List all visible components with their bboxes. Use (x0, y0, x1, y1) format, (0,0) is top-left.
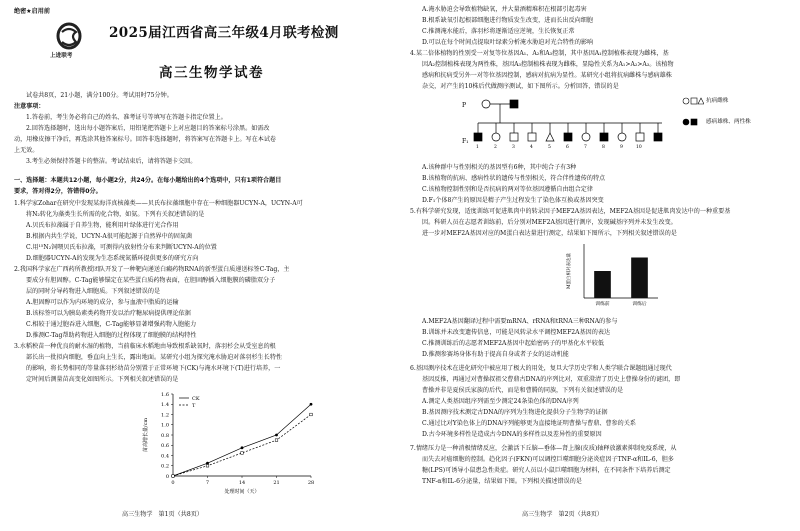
question-line: 5.有科学研究发现，适度训练可促进肌肉中的转录因子MEF2A基因表达，MEF2A基因是促进肌肉发达中的一种重要基 (410, 208, 731, 215)
notice-line: 动，用橡皮擦干净后，再选涂其他答案标号。回答非选择题时，将答案写在答题卡上。写在本试卷 (14, 136, 277, 143)
option-line: A.淹水胁迫会导致植物缺氧，并大量酒精堆积在根部引起毒害 (422, 6, 587, 13)
bar-训练前 (594, 271, 611, 298)
svg-text:8: 8 (602, 145, 605, 150)
question-line: 2.我国科学家在广西药所教授团队开发了一种靶向递送白癜药物RNA的新型蛋白质递送标签C-Tag，主 (14, 266, 290, 273)
svg-text:P: P (462, 102, 467, 109)
x-axis-label: 处理时间（天） (224, 489, 260, 495)
question-line: 层的同时分导药物进入细胞质。下列叙述错误的是 (26, 288, 161, 295)
option-line: D.F₁个体8产生的原因是精子产生过程发生了染色体互换或基因突变 (422, 197, 604, 204)
data-point-CK (206, 462, 209, 465)
question-line: 杂交，对产生的10株后代做测序测试，如下图所示。分析回答，错误的是 (422, 83, 619, 90)
bar-训练后 (631, 258, 648, 299)
y-tick-label: 1.0 (161, 422, 169, 429)
question-line: 1.科学家Zohar在研究中发现某海洋真核藻类——贝氏布拉藻细胞中存在一种细胞器UCYN-A，UCYN-A可 (14, 200, 303, 207)
notice-title: 注意事项： (14, 103, 45, 110)
option-line: C.相较于通过胞吞进入细胞，C-Tag能够显著增强药物入胞能力 (26, 321, 197, 328)
y-tick-label: 1.6 (161, 391, 169, 398)
question-line: 基因反推，再通过对曹操叔祖父曹鼎古DNA的序列比对，双重澄清了历史上曹操身份的谜团，即 (422, 376, 681, 383)
question-line: 要成分有胆固醇。C-Tag能够锚定在某些蛋白质药物表面，在胆固醇插入细胞膜的磷脂双分子 (26, 277, 276, 284)
question-line: TNF-α和IL-6分泌量，结果如下图。下列相关描述错误的是 (422, 478, 582, 485)
y-tick-label: 0.8 (161, 432, 169, 439)
intro-line: 试卷共8页，21小题，满分100分。考试用时75分钟。 (26, 92, 173, 99)
data-point-T (275, 439, 278, 442)
option-line: C.推测淹水能后，落羽杉将逐渐适应逆境，生长恢复正常 (422, 28, 575, 35)
pedigree-diagram (462, 93, 682, 161)
question-line: 进一步对MEF2A基因对应的M蛋白表达量进行测定，结果如下图所示，下列相关叙述错误的是 (422, 230, 677, 237)
subject-title: 高三生物学试卷 (159, 65, 264, 81)
logo-text: 上进联考 (50, 53, 73, 59)
y-axis-label: M蛋白相对表达量 (567, 252, 572, 290)
question-line: 感病和抗病受另外一对等位基因控制，感病对抗病为显性。某研究小组将抗病雌株与感病雄株 (422, 72, 672, 79)
y-tick-label: 0.2 (161, 463, 169, 470)
data-point-CK (310, 403, 313, 406)
svg-text:3: 3 (512, 145, 515, 150)
question-line: 7.情绪压力是一种消极情绪反应，会激活下丘脑—垂体—肾上腺(皮质)轴释放激素抑制免疫系统，从 (410, 445, 677, 452)
y-axis-label: 苗高增长量/cm (143, 417, 149, 453)
y-tick-label: 0.4 (161, 453, 169, 460)
question-line: 定时间后测量苗高变化如图所示。下列相关叙述错误的是 (26, 376, 179, 383)
option-line: B.该植物的抗病、感病性状的遗传与性别相关，符合伴性遗传的特点 (422, 175, 606, 182)
series-line-CK (173, 404, 311, 476)
svg-text:6: 6 (566, 145, 569, 150)
x-tick-label: 14 (238, 480, 246, 486)
svg-text:1: 1 (476, 145, 479, 150)
y-tick-label: 0 (165, 473, 169, 480)
option-line: C.通过比对Y染色体上的DNA序列能够更为直接地证明曹操与曹鼎、曹参的关系 (422, 420, 636, 427)
option-line: B.基因测序技术测定古DNA的序列为生物进化提供分子生物学的证据 (422, 409, 608, 416)
question-line: 因。科研人员在志愿者训练前，后分别对MEF2A基因进行测序，发现碱基序列并未发生改变。 (422, 219, 677, 226)
section-heading: 一、选择题：本题共12小题，每小题2分，共24分。在每小题给出的4个选项中，只有1项符合题目 (14, 177, 282, 184)
option-line: A.测定人类基因组序列需至少测定24条染色体的DNA序列 (422, 398, 579, 405)
svg-text:4: 4 (530, 145, 533, 150)
option-line: B.根系缺氧引起根部细胞进行物质发生改变，进而长出反向细胞 (422, 17, 593, 24)
question-line: 将N₂转化为藻类生长所需的化合物，如氨。下列有关叙述错误的是 (26, 211, 205, 218)
x-tick-label: 训练前 (595, 302, 610, 307)
x-tick-label: 0 (171, 480, 175, 486)
page-footer: 高三生物学 第2页（共8页） (522, 511, 603, 518)
pedigree-legend-symbols (682, 96, 704, 144)
option-line: A.贝氏布拉藻属于自养生物，能利用叶绿体进行光合作用 (26, 222, 179, 229)
option-line: B.训练并未改变遗传信息，可能是风转录水平调控MEF2A基因的表达 (422, 329, 611, 336)
option-line: A.胆固醇可以作为内环境的成分，参与血液中脂质的运输 (26, 299, 179, 306)
option-line: B.该标签可以为胰岛素类药物开发以治疗糖尿病提供理论依据 (26, 310, 191, 317)
option-line: A.该种群中与性别相关的基因型有6种，其中纯合子有3种 (422, 164, 577, 171)
option-line: D.古今环境多样性是造成古今DNA的多样性以及差异性的重要原因 (422, 431, 602, 438)
data-point-T (206, 464, 209, 467)
x-tick-label: 28 (307, 480, 315, 486)
question-line: 的影响，将长势相同的等量落羽杉幼苗分别置于正常环境下(CK)与淹水环境下(T)进行培养，一 (26, 365, 281, 372)
y-tick-label: 1.4 (161, 402, 169, 409)
data-point-T (172, 475, 175, 478)
question-line: 糖(LPS)可诱导小鼠患急性炎症。研究人员以小鼠巨噬细胞为材料，在不同条件下培养后测定 (422, 467, 671, 474)
legend-label: T (192, 402, 196, 409)
left-page (4, 0, 396, 531)
svg-text:5: 5 (548, 145, 551, 150)
data-point-CK (241, 446, 244, 449)
question-line: 部长出一批拟向细胞，垂直向上生长，露出地面。某研究小组为探究淹水胁迫对落羽杉生长特性 (26, 354, 282, 361)
m-protein-bar-chart (562, 240, 662, 315)
option-line: D.细胞器UCYN-A的发现为生态系统氮循环提供更多的研究方向 (26, 255, 199, 262)
option-line: D.推测C-Tag帮助药物进入细胞的过程体现了细胞膜的结构特性 (26, 332, 197, 339)
option-line: C.推测训练后的志愿者MEF2A基因中起始密码子的甲基化水平较低 (422, 340, 604, 347)
question-line: 而失去对癌细胞的控制。趋化因子(FKN)可以调控巨噬细胞分泌炎症因子TNF-α和IL-6，胆多 (422, 456, 674, 463)
question-line: 曹操并非是夏侯氏家族的后代，而是和曹腾的同族，下列有关叙述错误的是 (422, 387, 624, 394)
legend-label: CK (192, 395, 200, 402)
data-point-CK (275, 434, 278, 437)
notice-line: 2.回答选择题时，选出每小题答案后，用铅笔把答题卡上对应题目的答案标号涂黑。如需改 (26, 125, 270, 132)
x-tick-label: 训练后 (632, 302, 647, 307)
legend-sick: 感病雄株、两性株 (706, 119, 751, 125)
svg-text:10: 10 (636, 145, 642, 150)
svg-text:F₁: F₁ (462, 138, 469, 145)
section-heading: 要求，答对得2分，答错得0分。 (14, 188, 102, 195)
data-point-T (310, 413, 313, 416)
x-tick-label: 21 (273, 480, 280, 486)
y-tick-label: 0.6 (161, 443, 169, 450)
question-line: 3.水稻秧苗一种优良的耐水湿的植物，当前临床水稻地由导致根系缺氧时，落羽杉会从受室息的根 (14, 343, 276, 350)
option-line: A.MEF2A基因翻译过程中需要mRNA、rRNA和tRNA三种RNA的参与 (422, 318, 618, 325)
svg-text:2: 2 (494, 145, 497, 150)
svg-text:9: 9 (620, 145, 623, 150)
notice-line: 上无效。 (14, 147, 39, 154)
notice-line: 3.考生必须保持答题卡的整洁。考试结束后，请将答题卡交回。 (26, 158, 197, 165)
x-tick-label: 7 (205, 480, 210, 486)
legend-resist: 抗病雌株 (706, 98, 729, 104)
option-line: C.用¹⁵N₂饲喂贝氏布拉藻，可测得内放射性分布来判断UCYN-A的位置 (26, 244, 217, 251)
option-line: C.该植物控制性别和是否抗病的两对等位基因遵循自由组合定律 (422, 186, 593, 193)
right-page (404, 0, 796, 531)
svg-text:7: 7 (584, 145, 587, 150)
series-line-T (173, 415, 311, 477)
secret-label: 绝密★启用前 (14, 8, 50, 15)
page-footer: 高三生物学 第1页（共8页） (122, 511, 203, 518)
question-line: 4.某二倍体植物的性别受一对复等位基因A₁、A₂和A₃控制，其中基因A₁控制植株表现为雌株，基 (410, 50, 669, 57)
data-point-T (241, 452, 244, 455)
y-tick-label: 1.2 (161, 412, 169, 419)
seedling-height-line-chart (139, 388, 319, 498)
exam-title: 2025届江西省高三年级4月联考检测 (109, 25, 339, 41)
question-line: 因A₂控制植株表现为两性株，基因A₃控制植株表现为雌株，显隐性关系为A₁>A₂>A₃。该植物 (422, 61, 674, 68)
option-line: B.根据内共生学说，UCYN-A很可能起源于自然界中的固氮菌 (26, 233, 193, 240)
notice-line: 1.答卷前，考生务必将自己的姓名、准考证号等填写在答题卡指定位置上。 (26, 114, 227, 121)
question-line: 6.基因测序技术在进化研究中被应用了极大的用处，复旦大学历史学和人类学联合课题组通过现代 (410, 365, 672, 372)
option-line: D.推测参赛场身体有助于提高自身或者子女的运动机能 (422, 351, 569, 358)
option-line: D.可以在每个时间点提取叶绿素分析淹水胁迫对光合特性的影响 (422, 39, 594, 46)
